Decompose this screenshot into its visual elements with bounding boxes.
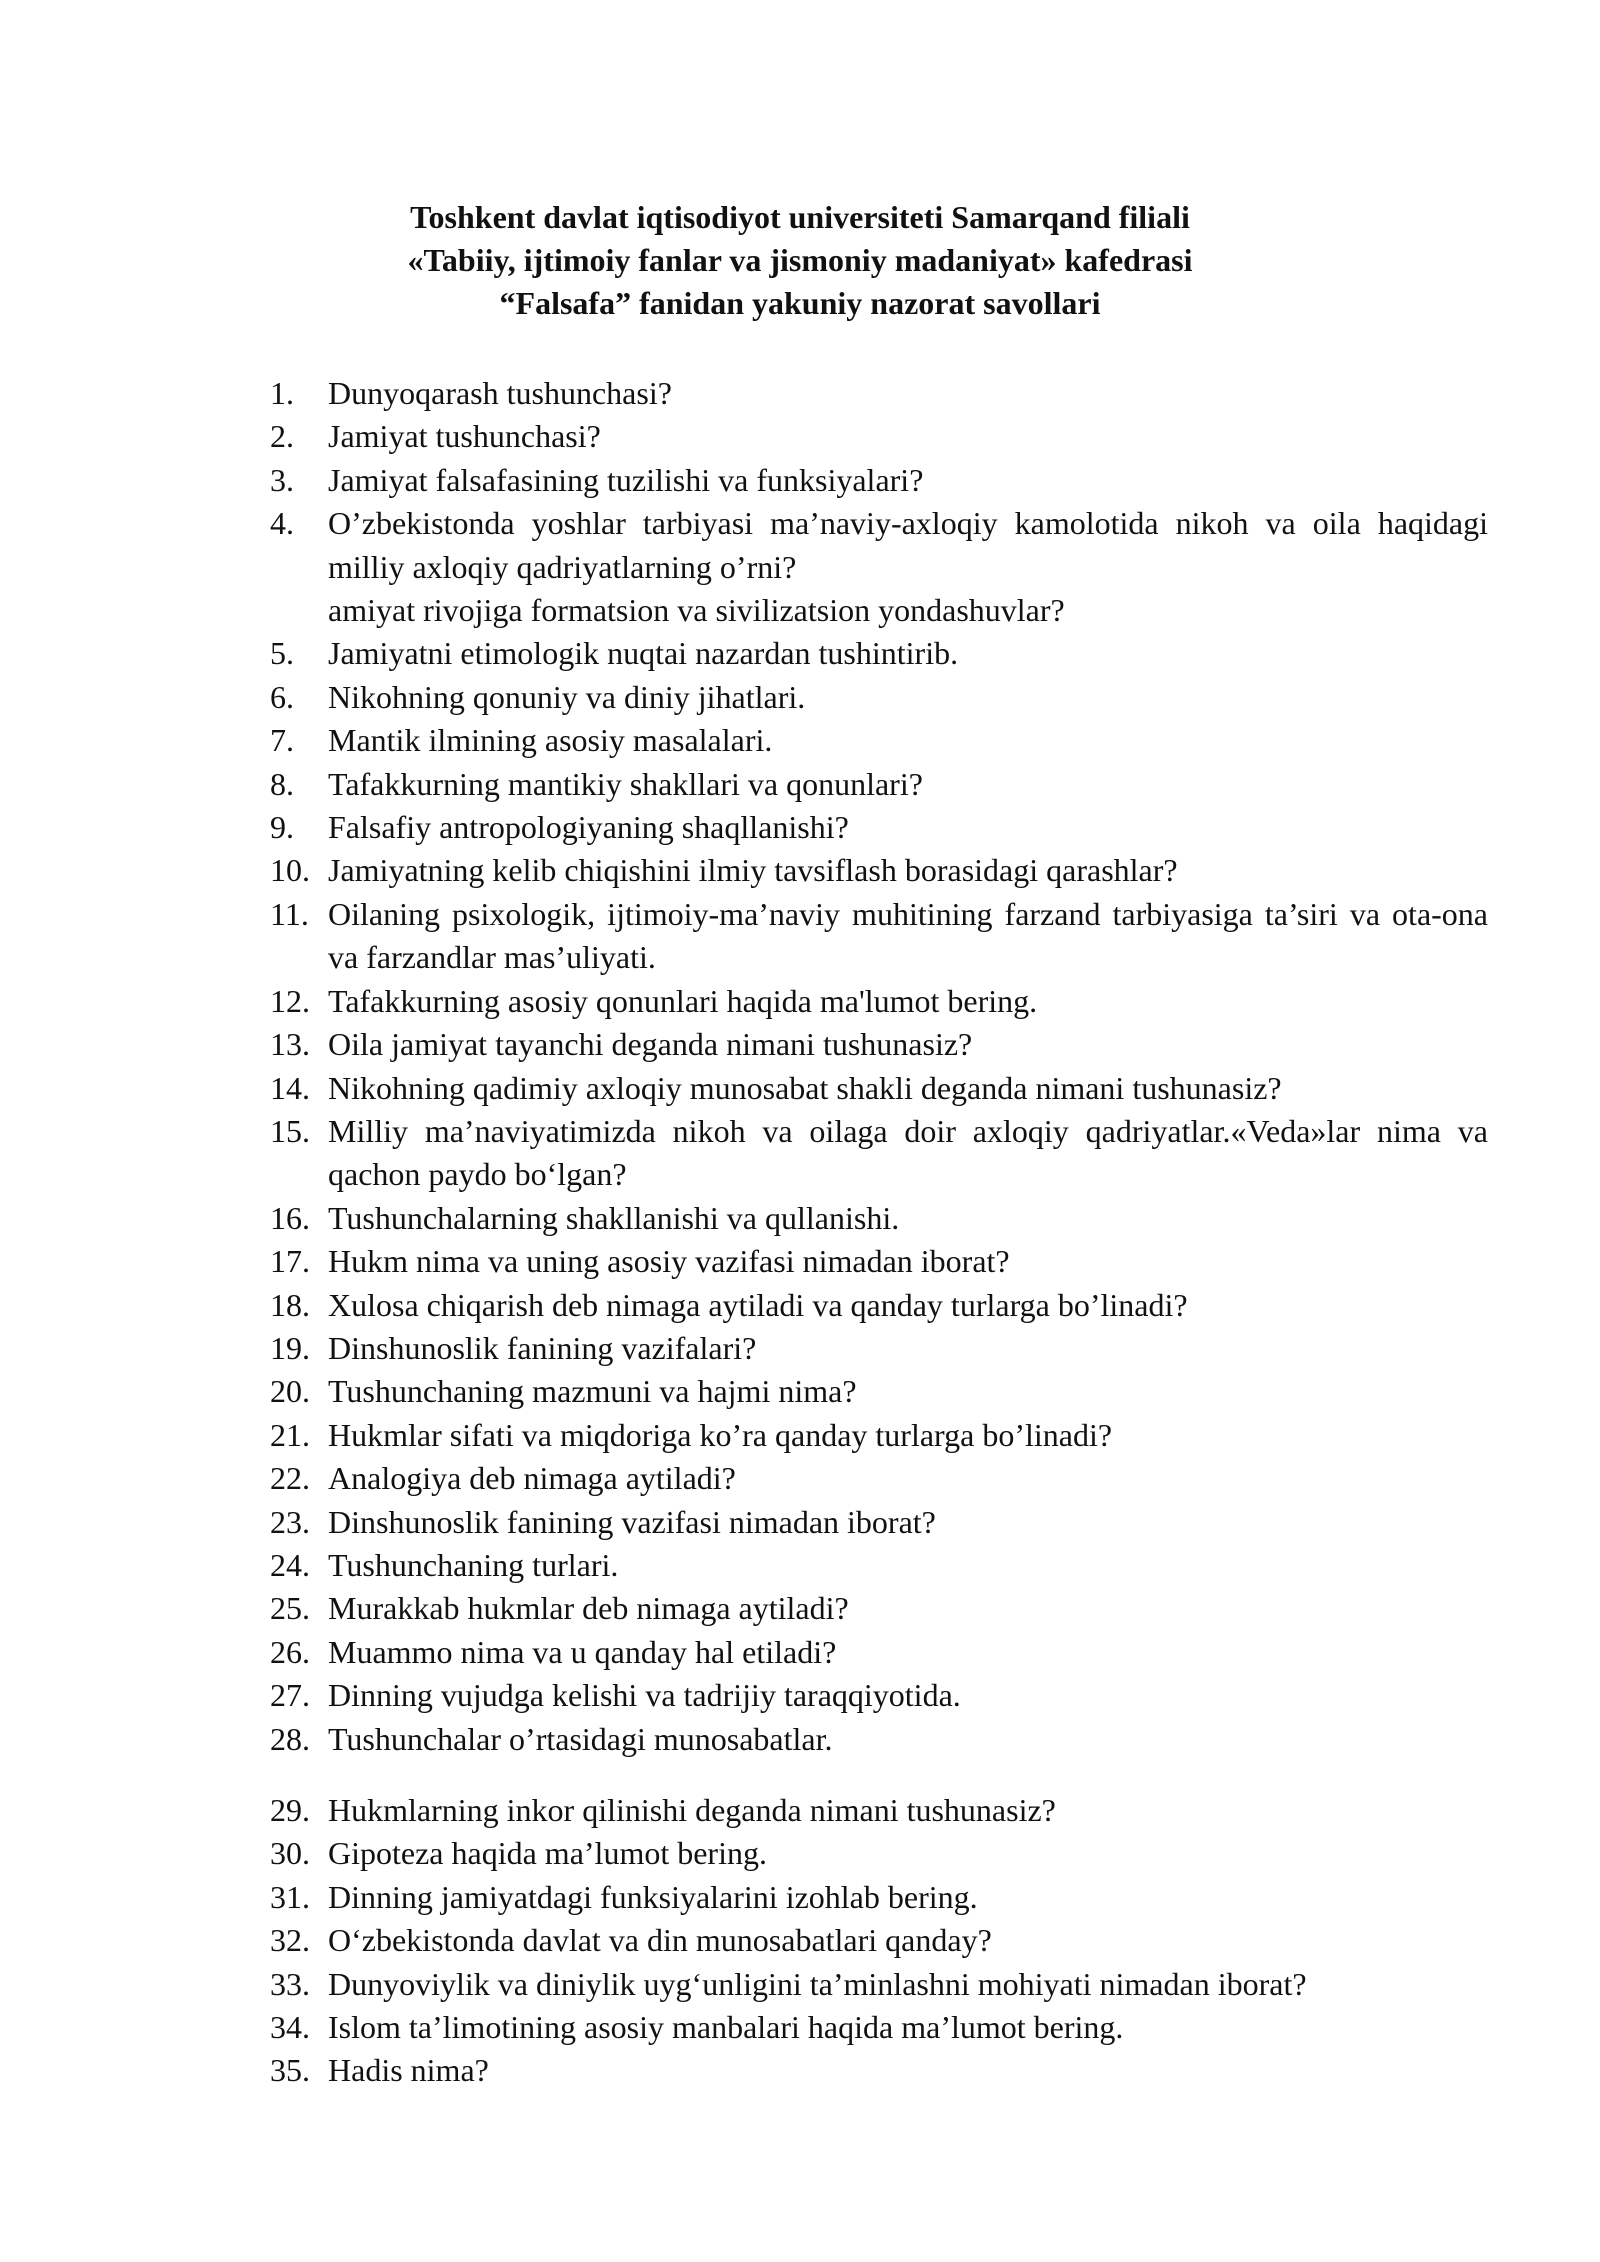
question-number: 27. <box>270 1677 310 1714</box>
question-item <box>270 1197 1488 1240</box>
question-item <box>270 2006 1488 2049</box>
question-item <box>270 1919 1488 1962</box>
question-item <box>270 763 1488 806</box>
question-text: Murakkab hukmlar deb nimaga aytiladi? <box>328 1590 849 1627</box>
question-number: 15. <box>270 1112 310 1149</box>
department-title: «Tabiiy, ijtimoiy fanlar va jismoniy madaniyat» kafedrasi <box>407 242 1193 278</box>
question-number: 31. <box>270 1878 310 1915</box>
question-number: 29. <box>270 1792 310 1828</box>
question-item <box>270 1718 1488 1761</box>
question-item <box>270 1240 1488 1283</box>
question-item <box>270 1327 1488 1370</box>
question-number: 26. <box>270 1633 310 1670</box>
question-text: Xulosa chiqarish deb nimaga aytiladi va qanday turlarga bo’linadi? <box>328 1286 1188 1323</box>
question-text: Tushunchalar o’rtasidagi munosabatlar. <box>328 1720 833 1757</box>
question-text: Hukmlar sifati va miqdoriga ko’ra qanday turlarga bo’linadi? <box>328 1416 1113 1453</box>
question-text: Dinning jamiyatdagi funksiyalarini izohlab bering. <box>328 1878 978 1915</box>
question-item <box>270 372 1488 415</box>
question-number: 12. <box>270 982 310 1019</box>
question-text: Jamiyatning kelib chiqishini ilmiy tavsiflash borasidagi qarashlar? <box>328 852 1178 889</box>
question-item <box>270 1587 1488 1630</box>
question-number: 25. <box>270 1590 310 1627</box>
question-text: Hadis nima? <box>328 2052 489 2089</box>
question-item <box>270 719 1488 762</box>
question-number: 5. <box>270 635 294 672</box>
university-title: Toshkent davlat iqtisodiyot universiteti Samarqand filiali <box>410 199 1190 235</box>
question-item <box>270 1674 1488 1717</box>
question-number: 28. <box>270 1720 310 1757</box>
question-text: Islom ta’limotining asosiy manbalari haqida ma’lumot bering. <box>328 2009 1124 2046</box>
question-number: 10. <box>270 852 310 889</box>
question-text: Dinning vujudga kelishi va tadrijiy taraqqiyotida. <box>328 1677 961 1714</box>
question-item <box>270 893 1488 980</box>
question-number <box>270 589 328 632</box>
question-text: Dunyoviylik va diniylik uyg‘unligini ta’minlashni mohiyati nimadan iborat? <box>328 1965 1307 2002</box>
question-text: Dinshunoslik fanining vazifalari? <box>328 1329 757 1366</box>
question-item <box>270 1023 1488 1066</box>
question-text: Dinshunoslik fanining vazifasi nimadan iborat? <box>328 1503 936 1540</box>
question-number: 33. <box>270 1965 310 2002</box>
question-number: 22. <box>270 1460 310 1497</box>
question-item <box>270 632 1488 675</box>
question-text: O‘zbekistonda davlat va din munosabatlari qanday? <box>328 1922 992 1959</box>
question-text: Oila jamiyat tayanchi deganda nimani tushunasiz? <box>328 1026 973 1063</box>
question-number: 4. <box>270 505 294 542</box>
question-text: Nikohning qonuniy va diniy jihatlari. <box>328 678 806 715</box>
question-number: 23. <box>270 1503 310 1540</box>
question-number: 30. <box>270 1835 310 1872</box>
question-text: amiyat rivojiga formatsion va sivilizatsion yondashuvlar? <box>328 592 1065 629</box>
question-number: 24. <box>270 1546 310 1583</box>
question-item <box>270 2049 1488 2092</box>
question-item <box>270 1631 1488 1674</box>
question-text: Muammo nima va u qanday hal etiladi? <box>328 1633 837 1670</box>
question-number: 20. <box>270 1373 310 1410</box>
question-number: 7. <box>270 722 294 759</box>
question-number: 8. <box>270 765 294 802</box>
question-number: 13. <box>270 1026 310 1063</box>
question-item <box>270 1067 1488 1110</box>
question-number: 21. <box>270 1416 310 1453</box>
list-spacer <box>270 1761 1488 1789</box>
question-number: 34. <box>270 2009 310 2046</box>
question-text: Analogiya deb nimaga aytiladi? <box>328 1460 736 1497</box>
question-item <box>270 1789 1488 1832</box>
question-item <box>270 1963 1488 2006</box>
question-text: Hukmlarning inkor qilinishi deganda nimani tushunasiz? <box>328 1792 1056 1828</box>
question-text: Tushunchaning turlari. <box>328 1546 619 1583</box>
question-text: Milliy ma’naviyatimizda nikoh va oilaga doir axloqiy qadriyatlar.«Veda»lar nima va qachon paydo bo‘lgan? <box>328 1112 1488 1193</box>
question-text: O’zbekistonda yoshlar tarbiyasi ma’naviy-axloqiy kamolotida nikoh va oila haqidagi milliy axloqiy qadriyatlarning o’rni? <box>328 505 1488 585</box>
question-item <box>270 1110 1488 1197</box>
question-text: Tafakkurning mantikiy shakllari va qonunlari? <box>328 765 923 802</box>
question-item <box>270 415 1488 458</box>
question-item <box>270 980 1488 1023</box>
question-item <box>270 676 1488 719</box>
question-item <box>270 1457 1488 1500</box>
question-item-continuation <box>270 589 1488 632</box>
question-item <box>270 459 1488 502</box>
question-item <box>270 1501 1488 1544</box>
question-number: 3. <box>270 461 294 498</box>
question-number: 18. <box>270 1286 310 1323</box>
question-number: 14. <box>270 1069 310 1106</box>
question-number: 32. <box>270 1922 310 1959</box>
question-text: Nikohning qadimiy axloqiy munosabat shakli deganda nimani tushunasiz? <box>328 1069 1282 1106</box>
document-header <box>0 196 1600 325</box>
question-number: 19. <box>270 1329 310 1366</box>
question-text: Dunyoqarash tushunchasi? <box>328 375 672 411</box>
question-text: Tushunchaning mazmuni va hajmi nima? <box>328 1373 857 1410</box>
question-item <box>270 502 1488 589</box>
question-text: Tushunchalarning shakllanishi va qullanishi. <box>328 1199 900 1236</box>
question-item <box>270 1414 1488 1457</box>
question-item <box>270 1876 1488 1919</box>
question-number: 1. <box>270 375 294 411</box>
question-item <box>270 1832 1488 1875</box>
question-text: Gipoteza haqida ma’lumot bering. <box>328 1835 767 1872</box>
question-item <box>270 1544 1488 1587</box>
question-number: 17. <box>270 1243 310 1280</box>
question-text: Tafakkurning asosiy qonunlari haqida ma'lumot bering. <box>328 982 1038 1019</box>
question-item <box>270 806 1488 849</box>
question-number: 9. <box>270 809 294 846</box>
question-text: Oilaning psixologik, ijtimoiy-ma’naviy muhitining farzand tarbiyasiga ta’siri va ota-ona va farzandlar mas’uliyati. <box>328 895 1488 976</box>
question-number: 16. <box>270 1199 310 1236</box>
question-text: Falsafiy antropologiyaning shaqllanishi? <box>328 809 849 846</box>
question-item <box>270 1284 1488 1327</box>
question-number: 35. <box>270 2052 310 2089</box>
question-list <box>270 372 1488 2093</box>
question-item <box>270 1370 1488 1413</box>
question-number: 11. <box>270 895 309 932</box>
question-number: 6. <box>270 678 294 715</box>
exam-title: “Falsafa” fanidan yakuniy nazorat savollari <box>499 285 1101 321</box>
question-item <box>270 849 1488 892</box>
question-text: Mantik ilmining asosiy masalalari. <box>328 722 773 759</box>
question-text: Jamiyat tushunchasi? <box>328 418 601 455</box>
question-number: 2. <box>270 418 294 455</box>
question-text: Hukm nima va uning asosiy vazifasi nimadan iborat? <box>328 1243 1010 1280</box>
question-text: Jamiyat falsafasining tuzilishi va funksiyalari? <box>328 461 924 498</box>
question-text: Jamiyatni etimologik nuqtai nazardan tushintirib. <box>328 635 959 672</box>
